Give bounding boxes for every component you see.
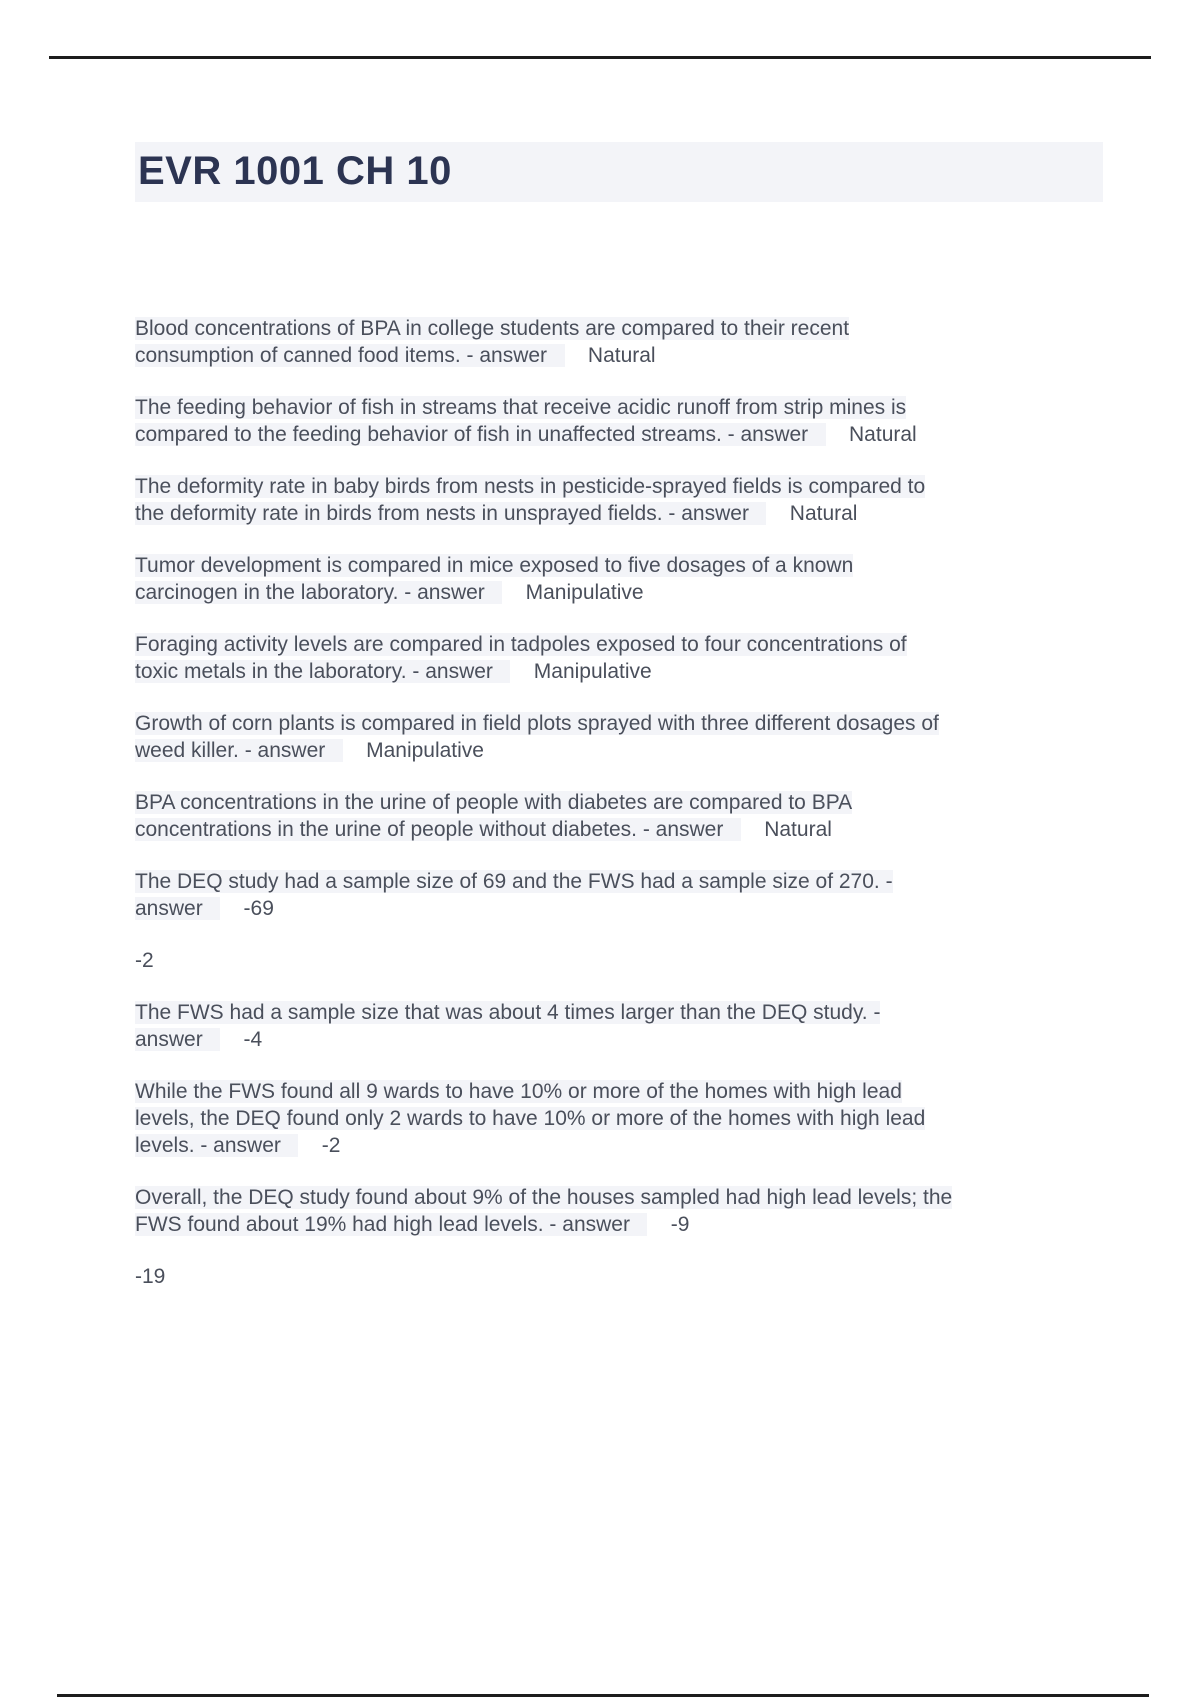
text-line <box>135 394 1145 421</box>
question-text: levels. - answer <box>135 1134 299 1157</box>
question-text: weed killer. - answer <box>135 739 343 762</box>
title-highlight-bar <box>135 142 1103 202</box>
text-line <box>135 315 1145 342</box>
answer-text: Manipulative <box>502 581 644 604</box>
question-text: carcinogen in the laboratory. - answer <box>135 581 503 604</box>
text-line <box>135 579 1145 606</box>
answer-text: -19 <box>135 1265 166 1288</box>
answer-text: -69 <box>220 897 274 920</box>
answer-text: Manipulative <box>342 739 484 762</box>
text-line <box>135 999 1145 1026</box>
page-title: EVR 1001 CH 10 <box>138 149 452 193</box>
question-text: The deformity rate in baby birds from nests in pesticide-sprayed fields is compared to <box>135 475 926 498</box>
paragraph <box>135 631 1145 685</box>
text-line <box>135 1132 1145 1159</box>
text-line <box>135 816 1145 843</box>
text-line <box>135 500 1145 527</box>
answer-text: Natural <box>825 423 917 446</box>
answer-text: Manipulative <box>510 660 652 683</box>
text-line <box>135 737 1145 764</box>
text-line <box>135 1026 1145 1053</box>
text-line <box>135 868 1145 895</box>
question-text: toxic metals in the laboratory. - answer <box>135 660 511 683</box>
question-text: answer <box>135 1028 221 1051</box>
paragraph <box>135 315 1145 369</box>
paragraph <box>135 394 1145 448</box>
text-line <box>135 1184 1145 1211</box>
paragraph <box>135 1078 1145 1159</box>
paragraph <box>135 1263 1145 1290</box>
text-line <box>135 1263 1145 1290</box>
top-rule <box>49 56 1151 59</box>
answer-text: -2 <box>135 949 154 972</box>
text-line <box>135 789 1145 816</box>
text-line <box>135 710 1145 737</box>
question-text: consumption of canned food items. - answer <box>135 344 565 367</box>
text-line <box>135 473 1145 500</box>
question-text: compared to the feeding behavior of fish in unaffected streams. - answer <box>135 423 826 446</box>
paragraph <box>135 552 1145 606</box>
answer-text: Natural <box>766 502 858 525</box>
question-text: concentrations in the urine of people without diabetes. - answer <box>135 818 741 841</box>
answer-text: -4 <box>220 1028 263 1051</box>
answer-text: Natural <box>564 344 656 367</box>
paragraph <box>135 789 1145 843</box>
question-text: Growth of corn plants is compared in field plots sprayed with three different dosages of <box>135 712 939 735</box>
question-text: BPA concentrations in the urine of people with diabetes are compared to BPA <box>135 791 853 814</box>
question-text: answer <box>135 897 221 920</box>
text-line <box>135 947 1145 974</box>
question-text: levels, the DEQ found only 2 wards to have 10% or more of the homes with high lead <box>135 1107 926 1130</box>
text-line <box>135 895 1145 922</box>
text-line <box>135 342 1145 369</box>
text-line <box>135 552 1145 579</box>
question-text: Overall, the DEQ study found about 9% of the houses sampled had high lead levels; the <box>135 1186 953 1209</box>
text-line <box>135 658 1145 685</box>
text-line <box>135 1078 1145 1105</box>
paragraph <box>135 710 1145 764</box>
answer-text: -2 <box>298 1134 341 1157</box>
text-line <box>135 1105 1145 1132</box>
answer-text: -9 <box>647 1213 690 1236</box>
question-text: the deformity rate in birds from nests in unsprayed fields. - answer <box>135 502 767 525</box>
question-text: The feeding behavior of fish in streams that receive acidic runoff from strip mines is <box>135 396 907 419</box>
text-line <box>135 1211 1145 1238</box>
text-line <box>135 631 1145 658</box>
question-text: The DEQ study had a sample size of 69 and the FWS had a sample size of 270. - <box>135 870 893 893</box>
question-text: Tumor development is compared in mice exposed to five dosages of a known <box>135 554 854 577</box>
paragraph <box>135 473 1145 527</box>
paragraph <box>135 999 1145 1053</box>
answer-text: Natural <box>740 818 832 841</box>
question-text: FWS found about 19% had high lead levels. - answer <box>135 1213 648 1236</box>
text-line <box>135 421 1145 448</box>
question-text: Blood concentrations of BPA in college students are compared to their recent <box>135 317 850 340</box>
paragraph <box>135 1184 1145 1238</box>
bottom-rule <box>57 1694 1149 1697</box>
question-text: Foraging activity levels are compared in tadpoles exposed to four concentrations of <box>135 633 907 656</box>
question-text: The FWS had a sample size that was about 4 times larger than the DEQ study. - <box>135 1001 881 1024</box>
paragraph <box>135 947 1145 974</box>
content <box>135 315 1145 1315</box>
question-text: While the FWS found all 9 wards to have 10% or more of the homes with high lead <box>135 1080 902 1103</box>
paragraph <box>135 868 1145 922</box>
